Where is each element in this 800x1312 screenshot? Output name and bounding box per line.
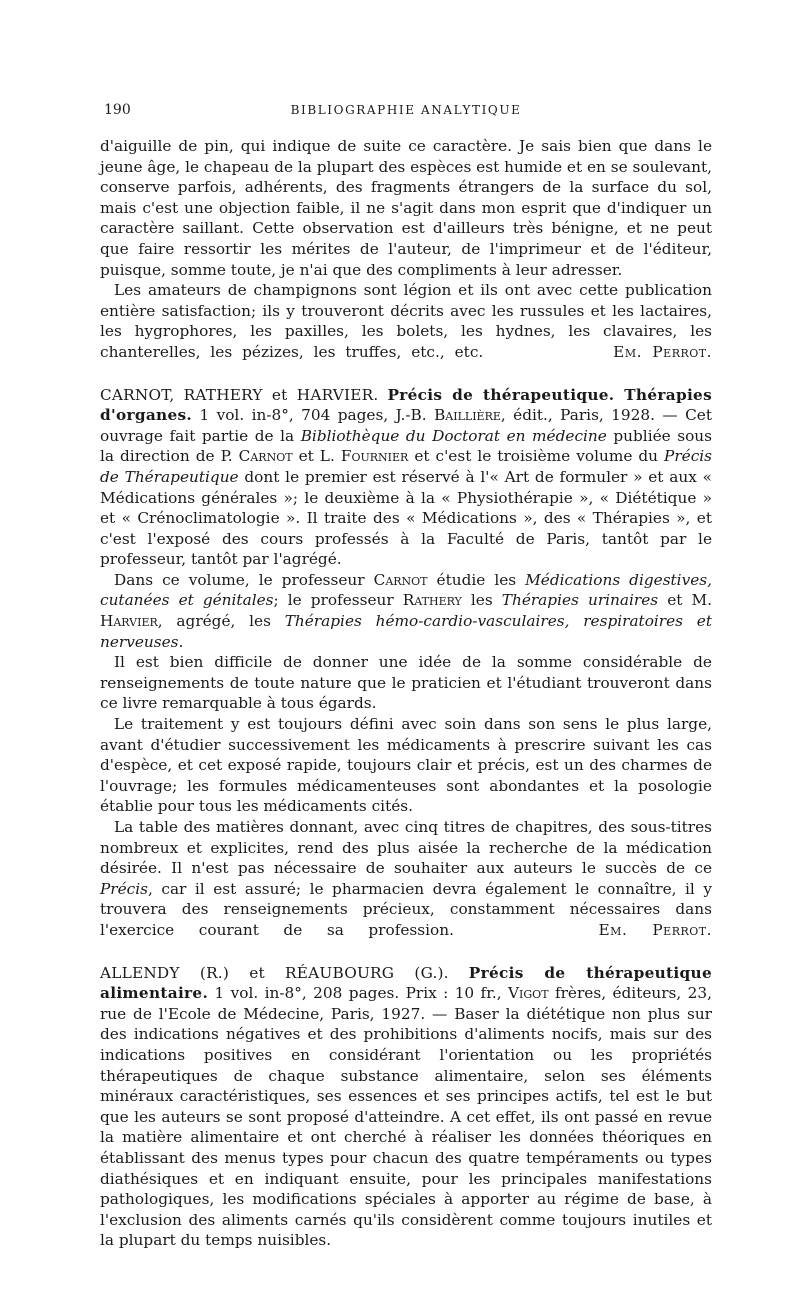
body-text: les (470, 591, 493, 610)
entry-publisher: Vigot (508, 984, 549, 1003)
entry-publication-info: 1 vol. in-8°, 704 pages, J.-B. (199, 406, 427, 425)
body-text: — Cet ouvrage fait partie de la (100, 406, 712, 445)
entry-publication-info: 1 vol. in-8°, 208 pages. Prix : 10 fr., (214, 984, 502, 1003)
document-page (100, 100, 712, 1251)
signature: Em. Perrot. (613, 342, 712, 361)
entry-publisher: Baillière (434, 406, 501, 425)
body-text: , agrégé, les (157, 612, 271, 631)
entry-authors: ALLENDY (R.) et RÉAUBOURG (G.). (100, 963, 449, 982)
body-text: — Baser la diététique non plus sur des indications négatives et des prohibitions d'aliments nocifs, mais sur des indications positives en considérant l'orientation ou les propriétés thérapeutiques de chaque substance alimentaire, selon ses éléments minéraux caractéristiques, ses essences et ses principes actifs, tel est le but que les auteurs se sont proposé d'atteindre. A cet effet, ils ont passé en revue la matière alimentaire et ont cherché à réaliser les données théoriques en établissant des menus types pour chacun des quatre tempéraments ou types diathésiques et en indiquant ensuite, pour les principales manifestations pathologiques, les modifications spéciales à apporter au régime de base, à l'exclusion des aliments carnés qu'ils considèrent comme toujours inutiles et la plupart du temps nuisibles. (100, 1004, 712, 1250)
author-name: Rathery (402, 591, 462, 610)
intro-paragraph-2-text: Les amateurs de champignons sont légion et ils ont avec cette publication entière satisfaction; ils y trouveront décrits avec les russules et les lactaires, les hygrophores, les paxilles, les bolets, les hydnes, les clavaires, les chanterelles, les pézizes, les truffes, etc., etc. (100, 281, 712, 361)
body-text: . (178, 632, 184, 651)
body-text: publiée sous la direction de P. (100, 426, 712, 466)
series-title: Bibliothèque du Doctorat en médecine (300, 426, 607, 445)
review-paragraph: Le traitement y est toujours défini avec soin dans son sens le plus large, avant d'étudier successivement les médicaments à prescrire suivant les cas d'espèce, et cet exposé rapide, toujours clair et précis, est un des charmes de l'ouvrage; les formules médicamenteuses sont abondantes et la posologie établie pour tous les médicaments cités. (100, 715, 712, 816)
body-text: étudie les (436, 570, 517, 589)
body-text: Dans ce volume, le professeur (114, 570, 365, 589)
page-number: 190 (104, 102, 131, 118)
author-name: Harvier (100, 612, 158, 631)
entry-book-title: Précis de thérapeutique alimentaire. (100, 963, 712, 1003)
body-text: La table des matières donnant, avec cinq titres de chapitres, des sous-titres nombreux et explicites, rend des plus aisée la recherche de la médication désirée. Il n'est pas nécessaire de souhaiter aux auteurs le succès de ce (100, 818, 712, 878)
section-title: Thérapies hémo-cardio-vasculaires, respiratoires et nerveuses (100, 612, 712, 651)
entry-publication-tail: , édit., Paris, 1928. (500, 406, 655, 425)
precis-title: Précis de Thérapeutique (100, 447, 713, 486)
director-name: Carnot (238, 447, 293, 466)
review-entry-heading (100, 385, 712, 570)
section-title: Médications digestives, cutanées et génitales (100, 570, 712, 610)
intro-paragraph-2 (100, 280, 712, 362)
entry-authors: CARNOT, RATHERY et HARVIER. (100, 385, 379, 404)
entry-book-title: Précis de thérapeutique. Thérapies d'organes. (100, 385, 712, 425)
director-name: Fournier (340, 447, 409, 466)
running-header (100, 100, 712, 122)
entry-publication-tail: frères, éditeurs, 23, rue de l'Ecole de Médecine, Paris, 1927. (100, 984, 712, 1023)
section-title: Thérapies urinaires (501, 591, 659, 610)
body-text: ; le professeur (273, 591, 394, 610)
review-entry-heading (100, 963, 712, 1251)
review-paragraph: Il est bien difficile de donner une idée de la somme considérable de renseignements de toute nature que le praticien et l'étudiant trouveront dans ce livre remarquable à tous égards. (100, 653, 712, 713)
precis-title: Précis (100, 879, 148, 898)
body-text: et L. (298, 447, 335, 466)
body-text: , car il est assuré; le pharmacien devra également le connaître, il y trouvera des renseignements précieux, constamment nécessaires dans l'exercice courant de sa profession. (100, 879, 712, 939)
body-text: dont le premier est réservé à l'« Art de formuler » et aux « Médications générales »; le deuxième à la « Physiothérapie », « Diététique » et « Crénoclimatologie ». Il traite des « Médications », des « Thérapies », et c'est l'exposé des cours professés à la Faculté de Paris, tantôt par le professeur, tantôt par l'agrégé. (100, 467, 712, 569)
signature: Em. Perrot. (598, 920, 712, 939)
body-text: et M. (667, 591, 712, 610)
author-name: Carnot (373, 570, 428, 589)
review-paragraph (100, 570, 712, 652)
review-paragraph (100, 817, 712, 941)
intro-paragraph-1: d'aiguille de pin, qui indique de suite ce caractère. Je sais bien que dans le jeune âge, le chapeau de la plupart des espèces est humide et en se soulevant, conserve parfois, adhérents, des fragments étrangers de la surface du sol, mais c'est une objection faible, il ne s'agit dans mon esprit que d'indiquer un caractère saillant. Cette observation est d'ailleurs très bénigne, et ne peut que faire ressortir les mérites de l'auteur, de l'imprimeur et de l'éditeur, puisque, somme toute, je n'ai que des compliments à leur adresser. (100, 137, 712, 279)
running-title: BIBLIOGRAPHIE ANALYTIQUE (290, 103, 522, 117)
body-text: et c'est le troisième volume du (414, 447, 659, 466)
